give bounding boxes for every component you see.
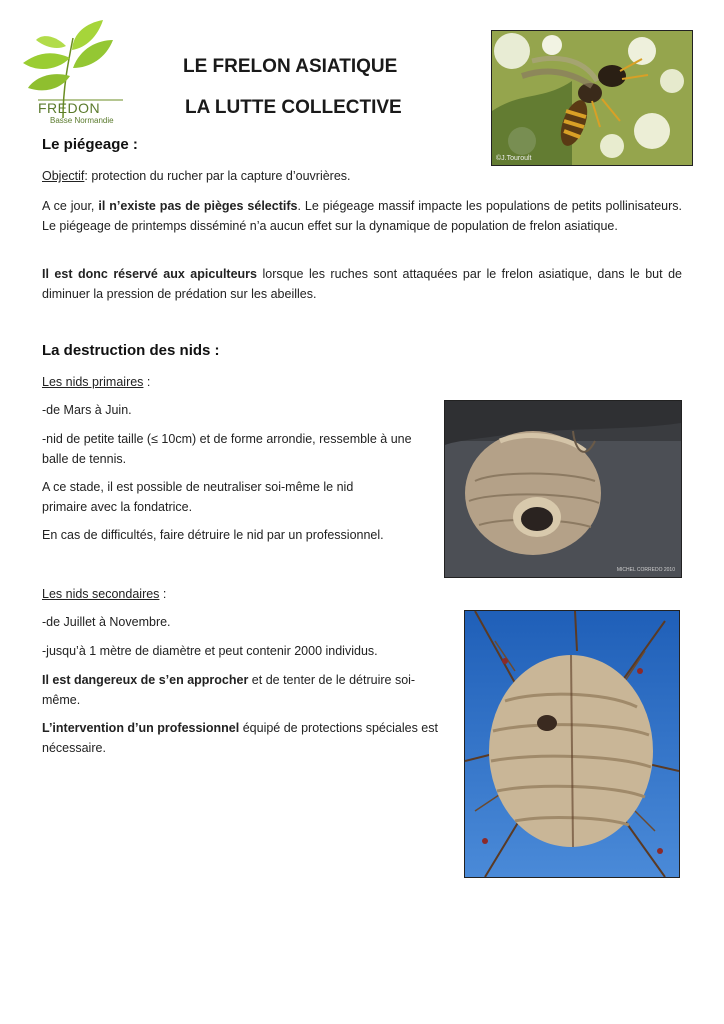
primary-nest-photo xyxy=(444,400,682,578)
primary-difficulty: En cas de difficultés, faire détruire le nid par un professionnel. xyxy=(42,528,384,542)
secondary-label-text: Les nids secondaires xyxy=(42,587,160,601)
page-subtitle: LA LUTTE COLLECTIVE xyxy=(185,97,402,118)
secondary-nest-photo xyxy=(464,610,680,878)
trapping-paragraph-2 xyxy=(42,264,682,304)
secondary-nest-image xyxy=(465,611,679,877)
p1-emphasis: il n’existe pas de pièges sélectifs xyxy=(98,199,298,213)
trapping-paragraph-1 xyxy=(42,196,682,236)
p1-text-a: A ce jour, xyxy=(42,199,99,213)
danger-text: et de tenter de le détruire soi-même. xyxy=(42,673,416,707)
primary-label-colon: : xyxy=(143,375,151,389)
p2-text: lorsque les ruches sont attaquées par le frelon asiatique, dans le but de diminuer la pression de prédation sur les abeilles. xyxy=(42,267,682,301)
secondary-professional xyxy=(42,718,438,758)
primary-label-text: Les nids primaires xyxy=(42,375,144,389)
primary-period: -de Mars à Juin. xyxy=(42,403,132,417)
primary-nests-label xyxy=(42,372,150,392)
primary-size: -nid de petite taille (≤ 10cm) et de forme arrondie, ressemble à une balle de tennis. xyxy=(42,432,412,466)
objective-label: Objectif xyxy=(42,169,85,183)
secondary-danger xyxy=(42,670,438,710)
photo-credit: ©J.Touroult xyxy=(496,155,532,162)
secondary-size: -jusqu’à 1 mètre de diamètre et peut contenir 2000 individus. xyxy=(42,644,378,658)
secondary-label-colon: : xyxy=(159,587,167,601)
section-heading-trapping: Le piégeage : xyxy=(42,136,138,153)
primary-nest-image xyxy=(445,401,681,577)
hornet-photo xyxy=(491,30,693,166)
primary-photo-credit: MICHEL CORREDO 2010 xyxy=(616,567,675,573)
pro-emphasis: L’intervention d’un professionnel xyxy=(42,721,240,735)
secondary-nests-label xyxy=(42,584,166,604)
logo-region: Basse Normandie xyxy=(50,116,114,125)
p2-emphasis: Il est donc réservé aux apiculteurs xyxy=(42,267,257,281)
p1-text-c: . Le piégeage massif impacte les populations de petits pollinisateurs. Le piégeage de printemps disséminé n’a aucun effet sur la dynamique de population de frelon asiatique. xyxy=(42,199,682,233)
page-title: LE FRELON ASIATIQUE xyxy=(183,56,398,77)
trapping-objective xyxy=(42,166,682,186)
pro-text: équipé de protections spéciales est nécessaire. xyxy=(42,721,438,755)
hornet-image xyxy=(492,31,692,165)
secondary-period: -de Juillet à Novembre. xyxy=(42,615,171,629)
danger-emphasis: Il est dangereux de s’en approcher xyxy=(42,673,249,687)
logo-name: FREDON xyxy=(38,100,101,116)
objective-text: : protection du rucher par la capture d’ouvrières. xyxy=(84,169,351,183)
section-heading-destruction: La destruction des nids : xyxy=(42,342,220,359)
primary-stage: A ce stade, il est possible de neutraliser soi-même le nid primaire avec la fondatrice. xyxy=(42,480,354,514)
